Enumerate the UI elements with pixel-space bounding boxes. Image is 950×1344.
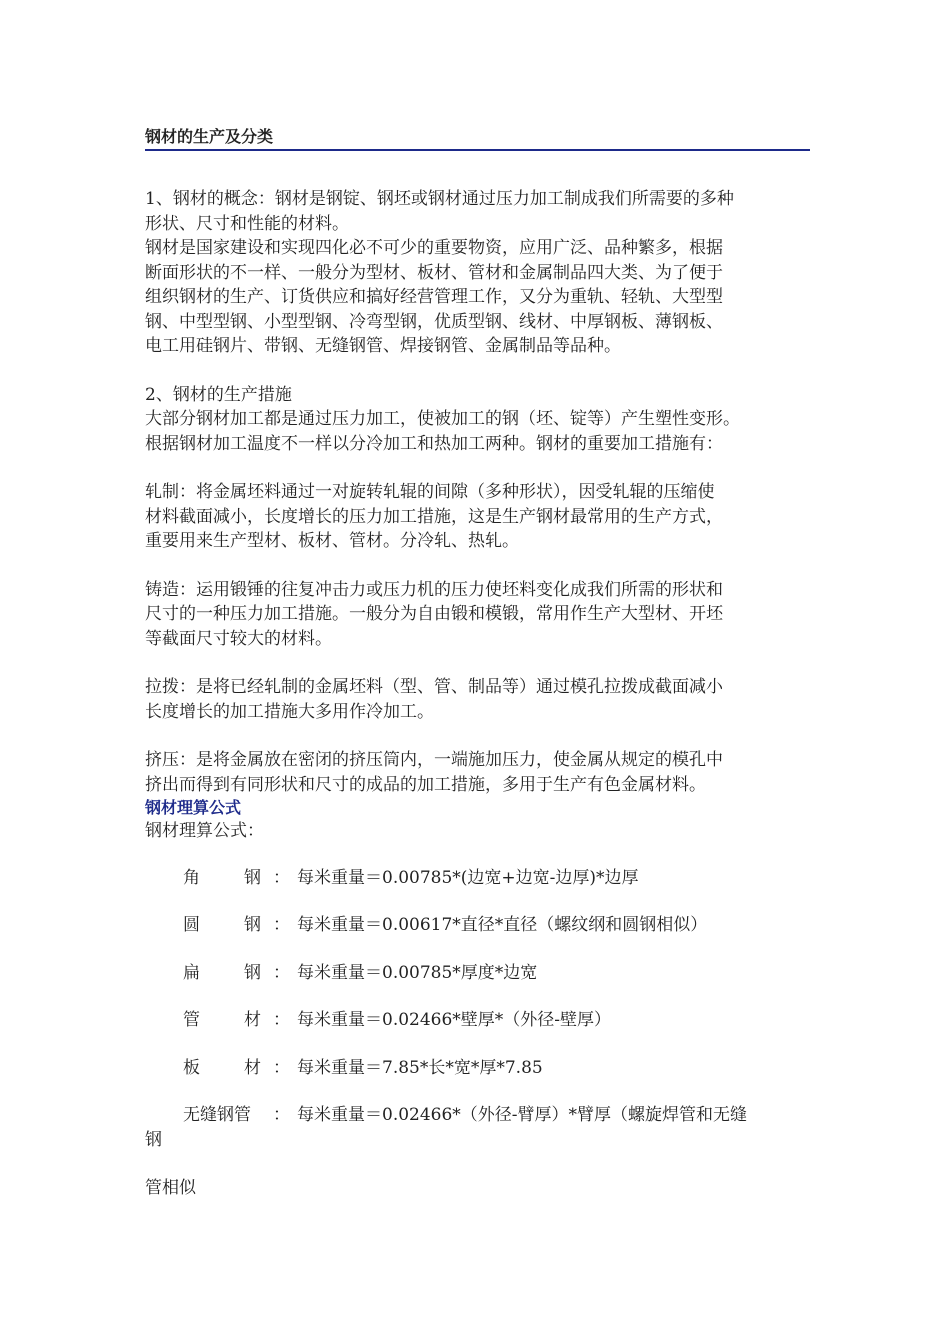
formula-text-tail: 管相似 — [145, 1178, 196, 1198]
formula-name: 管 材 — [183, 1010, 261, 1030]
formula-text: 每米重量＝0.00785*(边宽+边宽-边厚)*边厚 — [297, 867, 639, 888]
paragraph-line: 钢材是国家建设和实现四化必不可少的重要物资，应用广泛、品种繁多，根据 — [145, 238, 723, 258]
formula-colon: ： — [273, 1057, 290, 1078]
section-drawing — [145, 675, 810, 724]
formula-text: 每米重量＝0.02466*（外径-臂厚）*臂厚（螺旋焊管和无缝 — [297, 1105, 748, 1125]
formula-colon: ： — [273, 1010, 290, 1030]
formula-colon: ： — [273, 867, 290, 888]
paragraph-line: 铸造：运用锻锤的往复冲击力或压力机的压力使坯料变化成我们所需的形状和 — [145, 579, 723, 600]
document-title: 钢材的生产及分类 — [145, 126, 810, 151]
paragraph-line: 挤出而得到有同形状和尺寸的成品的加工措施，多用于生产有色金属材料。 — [145, 774, 706, 795]
formula-text: 每米重量＝7.85*长*宽*厚*7.85 — [297, 1057, 543, 1078]
paragraph-line: 断面形状的不一样、一般分为型材、板材、管材和金属制品四大类、为了便于 — [145, 262, 723, 283]
formula-name: 板 材 — [183, 1057, 261, 1078]
formula-row — [145, 1008, 810, 1056]
formula-text: 每米重量＝0.00617*直径*直径（螺纹纲和圆钢相似） — [297, 915, 708, 935]
formula-row-seamless — [145, 1103, 810, 1201]
formula-row — [145, 961, 810, 1009]
paragraph-line: 根据钢材加工温度不一样以分冷加工和热加工两种。钢材的重要加工措施有： — [145, 433, 723, 454]
paragraph-line: 长度增长的加工措施大多用作冷加工。 — [145, 701, 434, 722]
paragraph-line: 重要用来生产型材、板材、管材。分冷轧、热轧。 — [145, 531, 519, 551]
document-page — [145, 126, 810, 1201]
paragraph-line: 组织钢材的生产、订货供应和搞好经营管理工作，又分为重轨、轻轨、大型型 — [145, 287, 723, 307]
section-rolling — [145, 480, 810, 554]
formula-heading: 钢材理算公式 — [145, 798, 242, 817]
formula-name: 扁 钢 — [183, 962, 261, 983]
formula-row — [145, 866, 810, 914]
formula-list — [145, 866, 810, 1201]
formula-intro: 钢材理算公式： — [145, 821, 264, 841]
section-extrusion — [145, 748, 810, 797]
section-forging — [145, 578, 810, 652]
formula-text-wrap: 钢 — [145, 1129, 162, 1150]
paragraph-line: 材料截面减小，长度增长的压力加工措施，这是生产钢材最常用的生产方式， — [145, 506, 723, 527]
paragraph-line: 轧制：将金属坯料通过一对旋转轧辊的间隙（多种形状），因受轧辊的压缩使 — [145, 482, 715, 502]
paragraph-line: 拉拨：是将已经轧制的金属坯料（型、管、制品等）通过模孔拉拨成截面减小 — [145, 677, 723, 697]
formula-text: 每米重量＝0.02466*壁厚*（外径-壁厚） — [297, 1010, 612, 1030]
paragraph-line: 大部分钢材加工都是通过压力加工，使被加工的钢（坯、锭等）产生塑性变形。 — [145, 409, 740, 429]
formula-name: 无缝钢管 — [183, 1105, 251, 1125]
paragraph-line: 等截面尺寸较大的材料。 — [145, 628, 332, 649]
formula-colon: ： — [273, 1105, 290, 1125]
formula-colon: ： — [273, 915, 290, 935]
paragraph-line: 形状、尺寸和性能的材料。 — [145, 213, 349, 234]
paragraph-line: 1、钢材的概念：钢材是钢锭、钢坯或钢材通过压力加工制成我们所需要的多种 — [145, 189, 734, 209]
formula-row — [145, 1056, 810, 1104]
section-steel-concept — [145, 187, 810, 359]
paragraph-line: 尺寸的一种压力加工措施。一般分为自由锻和模锻，常用作生产大型材、开坯 — [145, 604, 723, 624]
formula-row — [145, 913, 810, 961]
section-production-methods — [145, 383, 810, 457]
paragraph-line: 挤压：是将金属放在密闭的挤压筒内，一端施加压力，使金属从规定的模孔中 — [145, 750, 723, 770]
formula-name: 圆 钢 — [183, 915, 261, 935]
paragraph-line: 电工用硅钢片、带钢、无缝钢管、焊接钢管、金属制品等品种。 — [145, 336, 621, 356]
formula-text: 每米重量＝0.00785*厚度*边宽 — [297, 962, 538, 983]
formula-colon: ： — [273, 962, 290, 983]
section-heading: 2、钢材的生产措施 — [145, 384, 292, 405]
formula-name: 角 钢 — [183, 867, 261, 888]
paragraph-line: 钢、中型型钢、小型型钢、冷弯型钢，优质型钢、线材、中厚钢板、薄钢板、 — [145, 311, 723, 332]
